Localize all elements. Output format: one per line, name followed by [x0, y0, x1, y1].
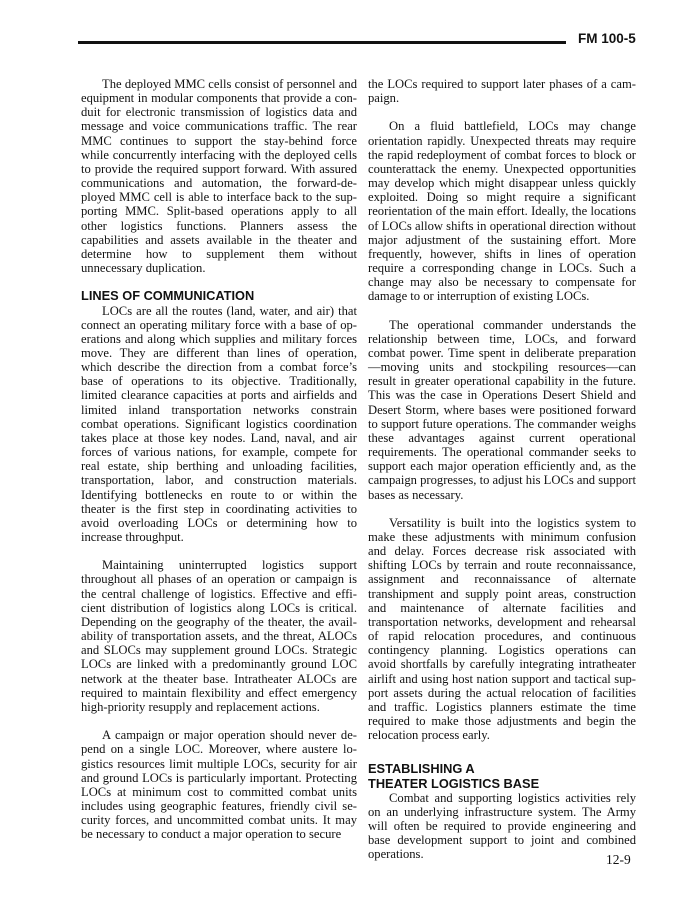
paragraph-operational-commander: The operational commander understands the relationship between time, LOCs, and forward combat power. Time spent in deliberate preparation—moving units and stockpiling resources—can result in greater operational capability in the future. This was the case in Operations Desert Shield and Desert Storm, where bases were positioned forward to support future operations. The commander weighs these advantages against current operational requirements. The operational commander seeks to support each major operation efficiently and, as the campaign progresses, to adjust his LOCs and support bases as necessary. — [368, 317, 636, 502]
paragraph-uninterrupted-support: Maintaining uninterrupted logistics support throughout all phases of an operation or campaign is the central challenge of logistics. Effective and efficient distribution of logistics along LOCs is critical. Depending on the geography of the theater, the availability of transportation assets, and the threat, ALOCs and SLOCs may supplement ground LOCs. Strategic LOCs are linked with a predominantly ground LOC network at the theater base. Intratheater ALOCs are required to maintain flexibility and effect emergency high-priority resupply and replacement actions. — [81, 558, 357, 714]
section-heading-lines-of-communication: LINES OF COMMUNICATION — [81, 288, 255, 304]
header-rule — [78, 41, 566, 44]
paragraph-locs-definition: LOCs are all the routes (land, water, and air) that connect an operating military force with a base of operations and along which supplies and military forces move. They are different than lines of operation, which describe the direction from a combat force’s base of operations to its objective. Traditionally, limited clearance capacities at ports and airfields and limited inland transportation networks constrain combat operations. Significant logistics coordination takes place at those key nodes. Land, naval, and air forces of various nations, for example, compete for real estate, ship berthing and unloading facilities, transportation, labor, and construction materials. Identifying bottlenecks en route to or within the theater is the first step in coordinating activities to avoid overloading LOCs or determining how to increase throughput. — [81, 303, 357, 545]
page-number: 12-9 — [606, 852, 631, 867]
document-title: FM 100-5 — [578, 31, 636, 46]
heading-line-2: THEATER LOGISTICS BASE — [368, 775, 540, 791]
section-heading-theater-logistics-base — [368, 762, 636, 790]
paragraph-mmc-cells: The deployed MMC cells consist of personnel and equipment in modular components that provide a conduit for electronic transmission of logistics data and message and voice communications traffic. The rear MMC continues to support the stay-behind force while concurrently interfacing with the deployed cells to provide the required support forward. With assured communications and automation, the forward-deployed MMC cell is able to interface back to the supporting MMC. Split-based operations apply to all other logistics functions. Planners assess the capabilities and assets available in the theater and determine how to supplement them without unnecessary duplication. — [81, 77, 357, 276]
paragraph-continuation: the LOCs required to support later phases of a campaign. — [368, 77, 636, 106]
heading-line-1: ESTABLISHING A — [368, 761, 475, 777]
paragraph-single-loc: A campaign or major operation should never depend on a single LOC. Moreover, where austere logistics resources limit multiple LOCs, security for air and ground LOCs is particularly important. Protecting LOCs at minimum cost to committed combat units includes using geographic features, friendly civil security forces, and uncommitted combat units. It may be necessary to conduct a major operation to secure — [81, 728, 357, 842]
left-column — [81, 77, 357, 856]
paragraph-infrastructure: Combat and supporting logistics activities rely on an underlying infrastructure system. The Army will often be required to provide engineering and base development support to joint and combined operations. — [368, 790, 636, 862]
paragraph-fluid-battlefield: On a fluid battlefield, LOCs may change orientation rapidly. Unexpected threats may require the rapid redeployment of combat forces to block or counterattack the enemy. Unexpected opportunities may develop which might disappear unless quickly exploited. Doing so might require a significant reorientation of the main effort. Ideally, the locations of LOCs allow shifts in operational direction without major adjustment of the sustaining effort. More frequently, however, shifts in lines of operation require a corresponding change in LOCs. Such a change may also be necessary to compensate for damage to or interruption of existing LOCs. — [368, 119, 636, 304]
paragraph-versatility: Versatility is built into the logistics system to make these adjustments with minimum confusion and delay. Forces decrease risk associated with shifting LOCs by terrain and route reconnaissance, assignment and reconnaissance of alternate transhipment and supply point areas, construction and maintenance of alternate facilities and transportation networks, development and rehearsal of rapid relocation procedures, and continuous contingency planning. Logistics operations can avoid shortfalls by carefully integrating intratheater airlift and using host nation support and tactical support assets during the actual relocation of facilities and traffic. Logistics planners estimate the time required to make those adjustments and begin the relocation process early. — [368, 515, 636, 743]
right-column — [368, 77, 636, 876]
